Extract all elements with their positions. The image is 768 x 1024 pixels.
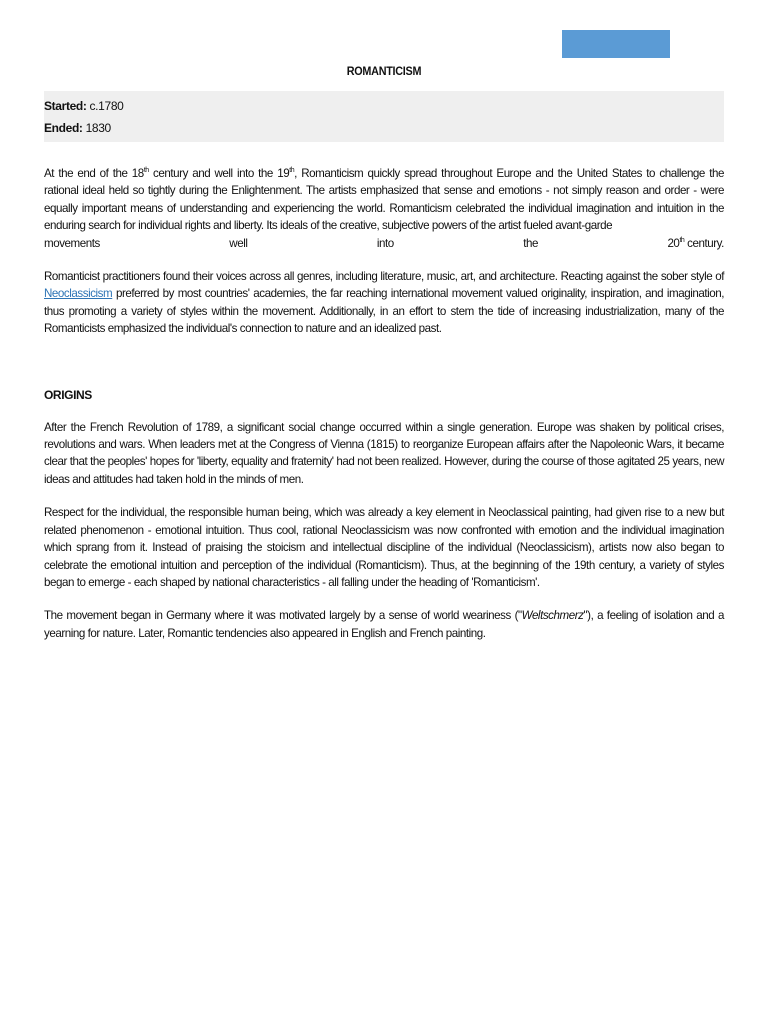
intro-paragraph-1 xyxy=(44,165,724,235)
p1-last-word: well xyxy=(229,236,248,250)
started-row xyxy=(44,95,722,117)
ended-label: Ended: xyxy=(44,121,83,135)
ended-row xyxy=(44,117,722,139)
p5-text-a: The movement began in Germany where it was motivated largely by a sense of world weariness (" xyxy=(44,609,522,623)
p2-text-a: Romanticist practitioners found their voices across all genres, including literature, music, art, and architecture. Reacting against the sober style of xyxy=(44,270,724,284)
page-title: ROMANTICISM xyxy=(346,64,422,78)
origins-paragraph-3 xyxy=(44,607,724,642)
p1-last-end: century. xyxy=(684,236,724,250)
intro-paragraph-2 xyxy=(44,268,724,338)
p1-sup-2: th xyxy=(289,167,295,175)
p1-last-tail xyxy=(667,235,724,252)
p1-text-c: , Romanticism quickly spread throughout Europe and the United States to challenge the rational ideal held so tightly during the Enlightenment. The artists emphasized that sense and emotions - not simply reason and order - were equally important means of understanding and experiencing the world. Romanticism celebrated the individual imagination and intuition in the enduring search for individual rights and liberty. Its ideals of the creative, subjective powers of the artist fueled avant-garde xyxy=(44,167,724,233)
p1-text-a: At the end of the 18 xyxy=(44,167,144,180)
started-value: c.1780 xyxy=(89,99,124,113)
p1-last-number: 20 xyxy=(667,236,680,250)
blue-header-block xyxy=(562,30,670,58)
p1-last-word: into xyxy=(376,236,394,250)
info-box xyxy=(44,91,724,142)
document-page xyxy=(44,62,724,642)
intro-paragraph-1-last-line xyxy=(44,235,724,252)
origins-paragraph-2: Respect for the individual, the responsible human being, which was already a key element in Neoclassical painting, had given rise to a new but related phenomenon - emotional intuition. Thus cool, rational Neoclassicism was now confronted with emotion and the individual imagination which sprang from it. Instead of praising the stoicism and intellectual discipline of the individual (Neoclassicism), artists now also began to celebrate the emotional intuition and perception of the individual (Romanticism). Thus, at the beginning of the 19th century, a variety of styles began to emerge - each shaped by national characteristics - all falling under the heading of 'Romanticism'. xyxy=(44,506,724,589)
origins-paragraph-1: After the French Revolution of 1789, a significant social change occurred within a single generation. Europe was shaken by political crises, revolutions and wars. When leaders met at the Congress of Vienna (1815) to reorganize European affairs after the Napoleonic Wars, it became clear that the peoples' hopes for 'liberty, equality and fraternity' had not been realized. However, during the course of those agitated 25 years, new ideas and attitudes had taken hold in the minds of men. xyxy=(44,420,724,486)
p1-text-b: century and well into the 19 xyxy=(148,167,290,180)
weltschmerz-term: Weltschmerz xyxy=(521,609,584,623)
p1-last-sup: th xyxy=(679,236,685,244)
origins-heading: ORIGINS xyxy=(44,387,92,402)
p1-last-word: movements xyxy=(44,236,100,250)
started-label: Started: xyxy=(44,99,87,113)
neoclassicism-link[interactable]: Neoclassicism xyxy=(44,287,113,301)
p1-last-word: the xyxy=(523,236,539,250)
p5-text-b: "), a feeling of isolation and a yearning for nature. Later, Romantic tendencies also appeared in English and French painting. xyxy=(44,609,724,640)
ended-value: 1830 xyxy=(85,121,111,135)
p1-sup-1: th xyxy=(143,167,149,175)
p2-text-b: preferred by most countries' academies, the far reaching international movement valued originality, inspiration, and imagination, thus promoting a variety of styles within the movement. Additionally, in an effort to stem the tide of increasing industrialization, many of the Romanticists emphasized the individual's connection to nature and an idealized past. xyxy=(44,287,724,336)
